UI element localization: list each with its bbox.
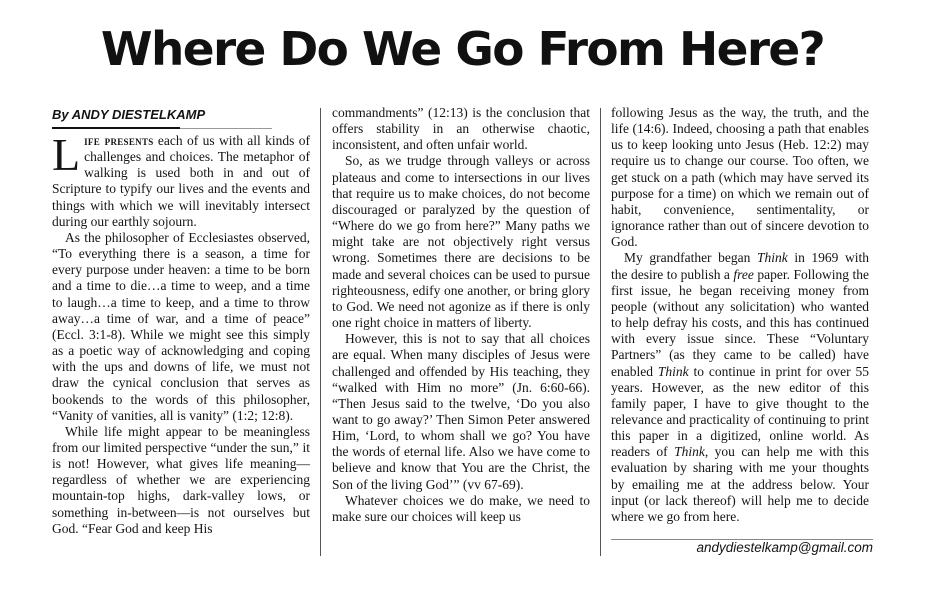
lead-in: ife presents	[84, 133, 154, 148]
paragraph: As the philosopher of Ecclesiastes observed, “To everything there is a season, a time for every purpose under heaven: a time to be born and a time to die…a time to weep, and a time to laugh…a time to keep, and a time to throw away…a time of war, and a time of peace” (Eccl. 3:1-8). While we might see this simply as a poetic way of acknowledging and coping with the ups and downs of life, we must not draw the cynical conclusion that serves as bookends to the words of this philosopher, “Vanity of vanities, all is vanity” (1:2; 12:8).	[52, 229, 310, 423]
paragraph: However, this is not to say that all choices are equal. When many disciples of Jesus were challenged and offended by His teaching, they “walked with Him no more” (Jn. 6:60-66). “Then Jesus said to the twelve, ‘Do you also want to go away?’ Then Simon Peter answered Him, ‘Lord, to whom shall we go? You have the words of eternal life. Also we have come to believe and know that You are the Christ, the Son of the living God’” (vv 67-69).	[332, 331, 590, 492]
article-column-2	[332, 105, 590, 525]
publication-name: Think	[674, 444, 705, 460]
column-divider	[320, 108, 321, 556]
paragraph	[52, 129, 310, 230]
drop-cap: L	[52, 129, 81, 180]
text-run: in 1969 with the desire to publish a	[611, 250, 869, 282]
text-run: , you can help me with this evaluation by sharing with me your thoughts by emailing me at the address below. Your input (or lack thereof) will help me to decide where we go from here.	[611, 444, 869, 524]
article-column-3	[611, 105, 869, 525]
paragraph: So, as we trudge through valleys or across plateaus and come to intersections in our lives that require us to make choices, do not become discouraged or paralyzed by the question of “Where do we go from here?” Many paths we might take are not objectively right versus wrong. Sometimes there are decisions to be made and several choices can be used to pursue righteousness, edify one another, or bring glory to God. We need not agonize as if there is only one right choice in matters of liberty.	[332, 153, 590, 331]
paragraph: Whatever choices we do make, we need to make sure our choices will keep us	[332, 492, 590, 524]
publication-name: Think	[657, 363, 689, 379]
paragraph: While life might appear to be meaningless from our limited perspective “under the sun,” it is not! However, what gives life meaning—regardless of whether we are experiencing mountain-top highs, dark-valley lows, or something in-between—is not ourselves but God. “Fear God and keep His	[52, 423, 310, 536]
publication-name: Think	[756, 250, 788, 266]
emphasis: free	[733, 266, 754, 282]
article-column-1	[52, 129, 310, 537]
paragraph	[611, 250, 869, 525]
article-title: Where Do We Go From Here?	[100, 22, 825, 76]
author-email[interactable]: andydiestelkamp@gmail.com	[696, 540, 873, 555]
column-divider	[600, 108, 601, 556]
byline: By ANDY DIESTELKAMP	[52, 107, 206, 122]
text-run: paper. Following the first issue, he began receiving money from people (without any solicitation) who wanted to help defray his costs, and this has continued with every issue since. These “Voluntary Partners” (as they came to be called) have enabled	[611, 266, 869, 379]
text-run: to continue in print for over 55 years. However, as the new editor of this family paper, I have to give thought to the relevance and practicality of continuing to print this paper in a digitized, online world. As readers of	[611, 363, 869, 460]
paragraph: following Jesus as the way, the truth, and the life (14:6). Indeed, choosing a path that enables us to keep looking unto Jesus (Heb. 12:2) may require us to change our course. Too often, we get stuck on a path (which may have served its purpose for a time) on which we remain out of habit, convenience, sentimentality, or ignorance rather than out of sincere devotion to God.	[611, 105, 869, 250]
paragraph: commandments” (12:13) is the conclusion that offers stability in an otherwise chaotic, inconsistent, and often unfair world.	[332, 105, 590, 153]
text-run: My grandfather began	[624, 250, 757, 266]
paragraph-text: each of us with all kinds of challenges and choices. The metaphor of walking is used both in and out of Scripture to typify our lives and the events and things with which we will inevitably intersect during our earthly sojourn.	[52, 133, 310, 229]
